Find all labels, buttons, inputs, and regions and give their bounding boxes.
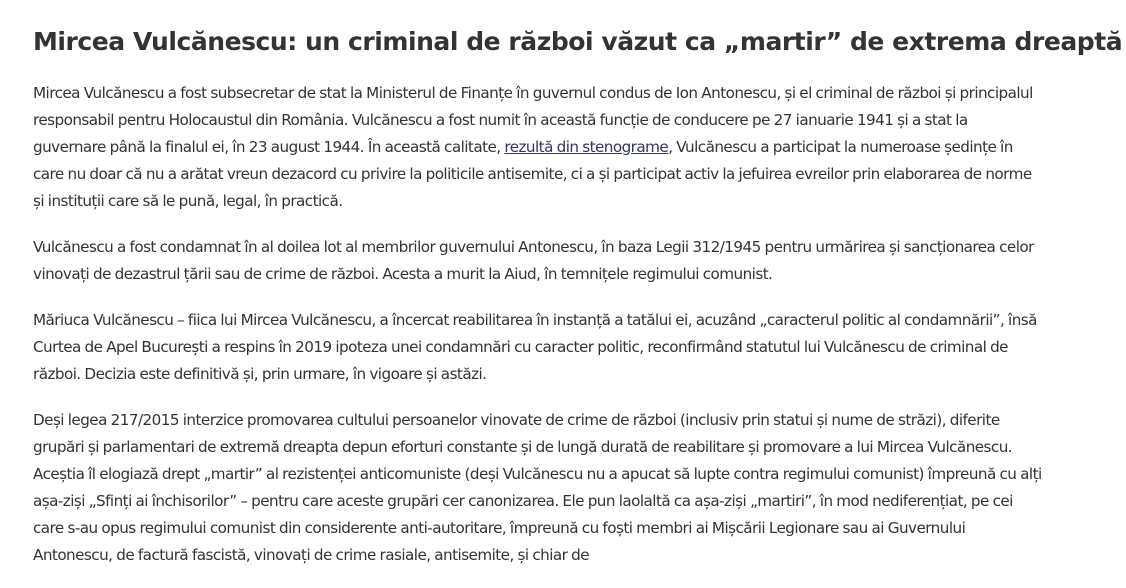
paragraph-1-text-start: Mircea Vulcănescu a fost subsecretar de stat la Ministerul de Finanțe în guvernul condus de Ion Antonescu, și el criminal de război și principalul responsabil pentru Holocaustul din România. Vulcănescu a fost numit în această funcție de conducere pe 27 ianuarie 1941 și a stat la guvernare până la finalul ei, în 23 august 1944. În această calitate, <box>33 84 1033 156</box>
paragraph-2: Vulcănescu a fost condamnat în al doilea lot al membrilor guvernului Antonescu, în baza Legii 312/1945 pentru urmărirea și sancționarea celor vinovați de dezastrul țării sau de crime de război. Acesta a murit la Aiud, în temnițele regimului comunist. <box>33 238 1034 283</box>
paragraph-3: Măriuca Vulcănescu – fiica lui Mircea Vulcănescu, a încercat reabilitarea în instanță a tatălui ei, acuzând „caracterul politic al condamnării”, însă Curtea de Apel București a respins în 2019 ipoteza unei condamnări cu caracter politic, reconfirmând statutul lui Vulcănescu de criminal de război. Decizia este definitivă și, prin urmare, în vigoare și astăzi. <box>33 311 1037 383</box>
stenograme-link[interactable]: rezultă din stenograme <box>504 138 669 156</box>
paragraph-1 <box>33 80 1043 215</box>
article <box>33 24 1123 588</box>
article-title: Mircea Vulcănescu: un criminal de război văzut ca „martir” de extrema dreaptă <box>33 27 1123 56</box>
paragraph-4: Deși legea 217/2015 interzice promovarea cultului persoanelor vinovate de crime de război (inclusiv prin statui și nume de străzi), diferite grupări și parlamentari de extremă dreapta depun eforturi constante și de lungă durată de reabilitare și promovare a lui Mircea Vulcănescu. Aceștia îl elogiază drept „martir” al rezistenței anticomuniste (deși Vulcănescu nu a apucat să lupte contra regimului comunist) împreună cu alți așa-ziși „Sfinți ai închisorilor” – pentru care aceste grupări cer canonizarea. Ele pun laolaltă ca așa-ziși „martiri”, în mod nediferențiat, pe cei care s-au opus regimului comunist din considerente anti-autoritare, împreună cu foști membri ai Mișcării Legionare sau ai Guvernului Antonescu, de factură fascistă, vinovați de crime rasiale, antisemite, și chiar de <box>33 411 1042 564</box>
paragraph-1-text-end: , Vulcănescu a participat la numeroase ședințe în care nu doar că nu a arătat vreun dezacord cu privire la politicile antisemite, ci a și participat activ la jefuirea evreilor prin elaborarea de norme și instituții care să le pună, legal, în practică. <box>33 138 1032 210</box>
